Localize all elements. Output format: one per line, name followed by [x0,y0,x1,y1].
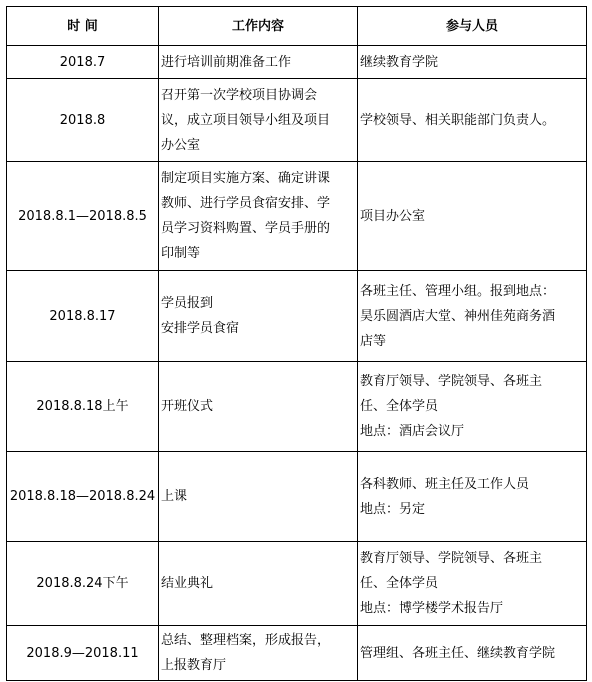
people-line: 各班主任、管理小组。报到地点： [360,283,556,299]
table-row [7,362,587,452]
content-line: 上课 [161,489,188,504]
content-line: 办公室 [161,137,201,153]
table-row [7,46,587,79]
table-row [7,626,587,681]
content-cell [159,362,358,452]
content-line: 召开第一次学校项目协调会 [161,87,318,103]
people-line: 教育厅领导、学院领导、各班主 [360,551,543,566]
people-cell [358,626,587,681]
table-row [7,271,587,362]
people-line: 地点：另定 [360,501,426,517]
people-line: 教育厅领导、学院领导、各班主 [360,374,543,389]
people-line: 店等 [360,333,387,349]
content-line: 进行培训前期准备工作 [161,54,292,70]
content-line: 员学习资料购置、学员手册的 [161,221,331,236]
content-cell [159,162,358,271]
content-cell [159,79,358,162]
time-cell: 2018.8.17 [7,271,159,362]
table-row [7,452,587,542]
header-time: 时 间 [7,7,159,46]
content-line: 结业典礼 [161,576,214,591]
content-cell [159,271,358,362]
people-line: 任、全体学员 [360,399,439,414]
content-line: 印制等 [161,246,201,261]
content-line: 议，成立项目领导小组及项目 [161,112,331,128]
content-line: 学员报到 [161,296,214,311]
people-cell [358,162,587,271]
time-cell: 2018.8.18上午 [7,362,159,452]
table-row [7,542,587,626]
content-cell [159,46,358,79]
content-cell [159,626,358,681]
people-line: 项目办公室 [360,208,426,224]
people-cell [358,271,587,362]
people-cell [358,452,587,542]
people-line: 学校领导、相关职能部门负责人。 [360,112,556,128]
table-row [7,79,587,162]
content-line: 上报教育厅 [161,658,227,673]
content-cell [159,542,358,626]
time-cell: 2018.9—2018.11 [7,626,159,681]
people-line: 任、全体学员 [360,576,439,591]
header-row [7,7,587,46]
people-cell [358,542,587,626]
content-line: 安排学员食宿 [161,321,240,336]
time-cell: 2018.8.1—2018.8.5 [7,162,159,271]
time-cell: 2018.8 [7,79,159,162]
table-row [7,162,587,271]
time-cell: 2018.8.18—2018.8.24 [7,452,159,542]
time-cell: 2018.8.24下午 [7,542,159,626]
people-line: 继续教育学院 [360,54,439,70]
content-cell [159,452,358,542]
schedule-table [6,6,587,681]
people-line: 地点：博学楼学术报告厅 [360,601,504,616]
content-line: 制定项目实施方案、确定讲课 [161,171,331,186]
header-people: 参与人员 [358,7,587,46]
people-line: 各科教师、班主任及工作人员 [360,476,530,492]
header-content: 工作内容 [159,7,358,46]
people-line: 地点：酒店会议厅 [360,424,465,439]
content-line: 开班仪式 [161,399,214,414]
people-line: 管理组、各班主任、继续教育学院 [360,645,556,661]
people-cell [358,79,587,162]
people-cell [358,362,587,452]
time-cell: 2018.7 [7,46,159,79]
people-cell [358,46,587,79]
content-line: 总结、整理档案，形成报告， [161,633,331,648]
people-line: 昊乐圆酒店大堂、神州佳苑商务酒 [360,308,556,324]
content-line: 教师、进行学员食宿安排、学 [161,196,331,211]
